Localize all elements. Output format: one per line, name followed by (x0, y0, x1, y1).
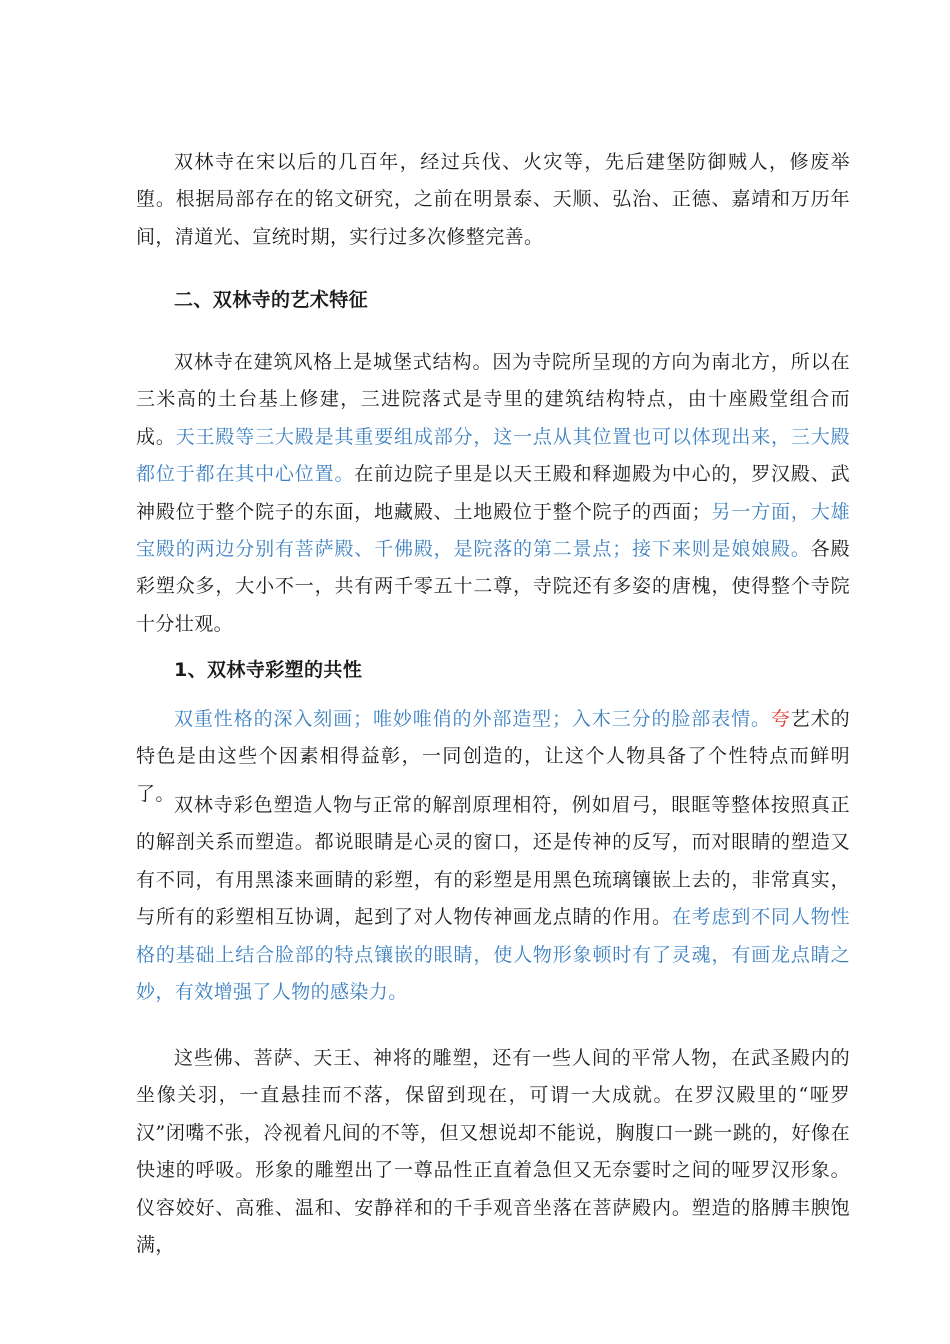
paragraph-eyes-highlight: 在考虑到不同人物性格的基础上结合脸部的特点镶嵌的眼睛，使人物形象顿时有了灵魂，有画龙点睛之妙，有效增强了人物的感染力。 (136, 906, 850, 1004)
paragraph-architecture-highlight-1: 天王殿等三大殿是其重要组成部分，这一点从其位置也可以体现出来，三大殿都位于都在其中心位置。 (136, 425, 850, 486)
paragraph-architecture-highlight-2: 另一方面，大雄宝殿的两边分别有菩萨殿、千佛殿，是院落的第二景点；接下来则是娘娘殿。 (136, 500, 850, 561)
paragraph-architecture-text-1: 双林寺在建筑风格上是城堡式结构。因为寺院所呈现的方向为南北方，所以在三米高的土台基上修建，三进院落式是寺里的建筑结构特点，由十座殿堂组合而成。 (136, 351, 850, 448)
paragraph-history-text: 双林寺在宋以后的几百年，经过兵伐、火灾等，先后建堡防御贼人，修废举堕。根据局部存在的铭文研究，之前在明景泰、天顺、弘治、正德、嘉靖和万历年间，清道光、宣统时期，实行过多次修整完善。 (136, 151, 850, 248)
paragraph-traits-highlight: 双重性格的深入刻画；唯妙唯俏的外部造型；入木三分的脸部表情。 (174, 708, 771, 730)
paragraph-history (136, 144, 850, 256)
paragraph-traits-red-char: 夸 (770, 708, 791, 730)
section-heading-art-features: 二、双林寺的艺术特征 (174, 289, 369, 311)
paragraph-eyes-text: 双林寺彩色塑造人物与正常的解剖原理相符，例如眉弓，眼眶等整体按照真正的解剖关系而塑造。都说眼睛是心灵的窗口，还是传神的反写，而对眼睛的塑造又有不同，有用黑漆来画睛的彩塑，有的彩塑是用黑色琉璃镶嵌上去的，非常真实，与所有的彩塑相互协调，起到了对人物传神画龙点睛的作用。 (136, 794, 850, 929)
paragraph-sculptures-text: 这些佛、菩萨、天王、神将的雕塑，还有一些人间的平常人物，在武圣殿内的坐像关羽，一直悬挂而不落，保留到现在，可谓一大成就。在罗汉殿里的“哑罗汉”闭嘴不张，冷视着凡间的不等，但又想说却不能说，胸腹口一跳一跳的，好像在快速的呼吸。形象的雕塑出了一尊品性正直着急但又无奈霎时之间的哑罗汉形象。仪容姣好、高雅、温和、安静祥和的千手观音坐落在菩萨殿内。塑造的胳膊丰腴饱满， (136, 1047, 850, 1257)
paragraph-architecture-text-3: 各殿彩塑众多，大小不一，共有两千零五十二尊，寺院还有多姿的唐槐，使得整个寺院十分壮观。 (136, 538, 850, 635)
paragraph-traits-text: 艺术的特色是由这些个因素相得益彰，一同创造的，让这个人物具备了个性特点而鲜明了。 (136, 708, 850, 805)
paragraph-architecture-text-2: 在前边院子里是以天王殿和释迦殿为中心的，罗汉殿、武神殿位于整个院子的东面，地藏殿、土地殿位于整个院子的西面； (136, 463, 850, 523)
paragraph-sculptures (136, 1040, 850, 1264)
paragraph-architecture (136, 344, 850, 643)
subsection-heading-common-traits: 1、双林寺彩塑的共性 (174, 659, 363, 681)
paragraph-eyes (136, 787, 850, 1011)
